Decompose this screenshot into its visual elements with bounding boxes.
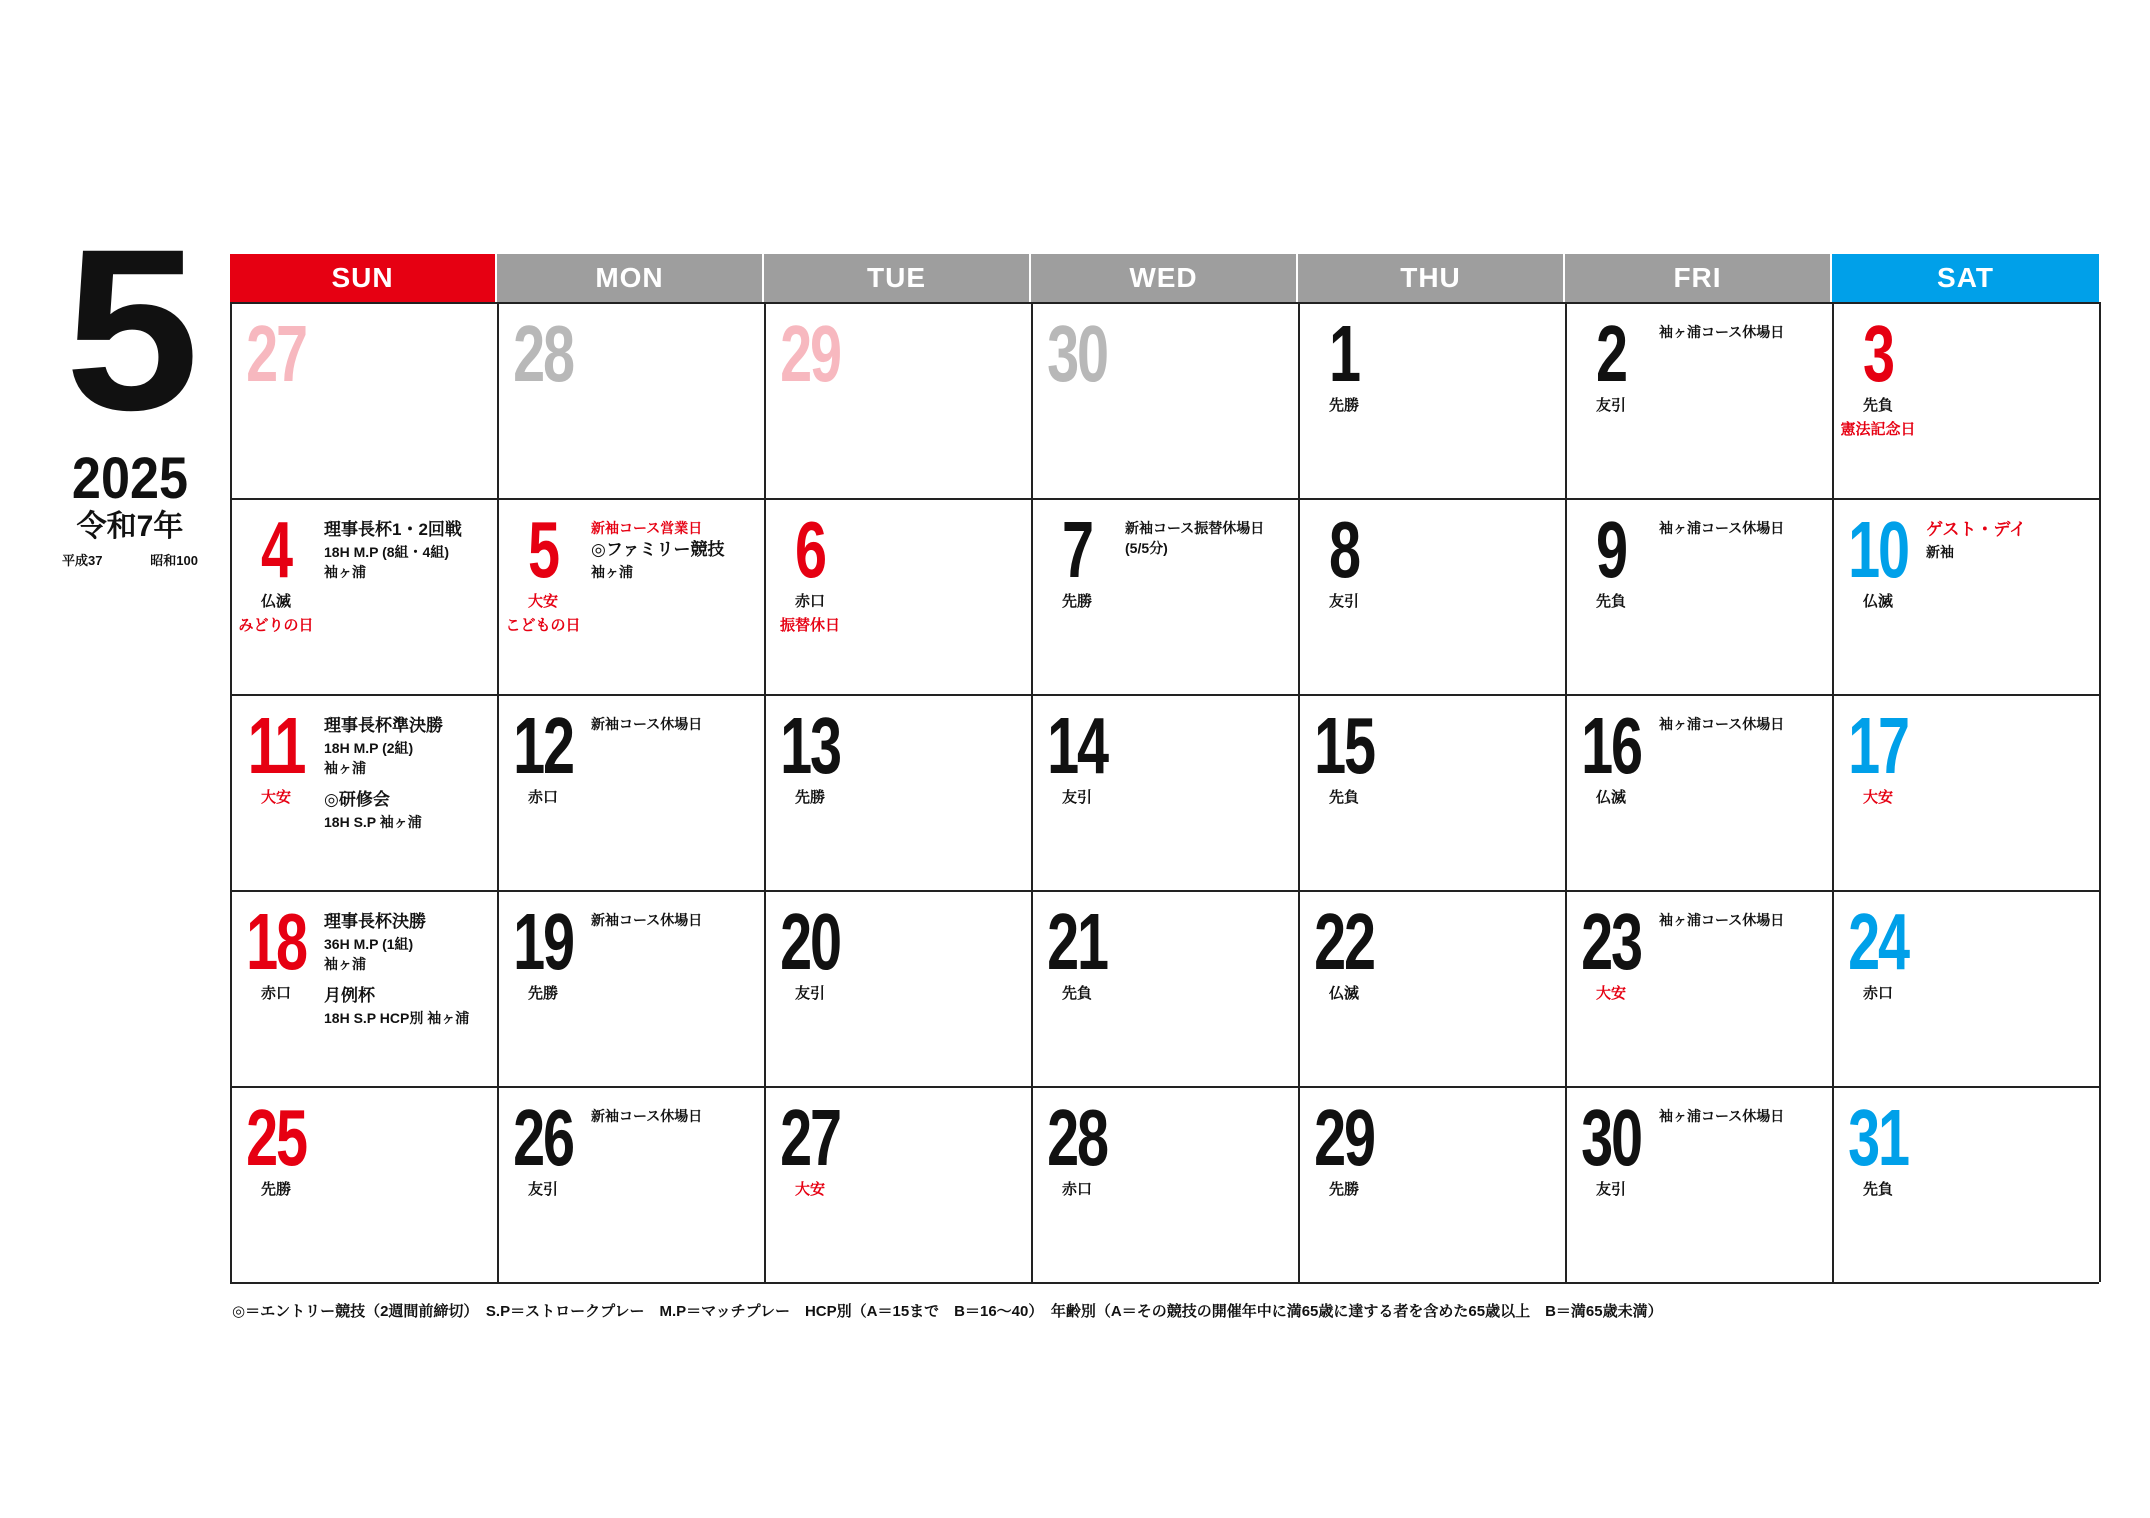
- event-list: [1926, 518, 2095, 562]
- day-cell[interactable]: [1300, 498, 1567, 694]
- rokuyo-label: 仏滅: [1595, 789, 1626, 806]
- day-cell[interactable]: [1300, 890, 1567, 1086]
- event-text: 理事長杯決勝: [324, 912, 426, 931]
- event-text: 新袖: [1926, 544, 1954, 560]
- day-cell[interactable]: [1033, 302, 1300, 498]
- rokuyo-label: 友引: [1595, 1181, 1626, 1198]
- event-text: 袖ヶ浦コース休場日: [1659, 716, 1785, 732]
- day-number: 4: [261, 505, 291, 594]
- day-number: 9: [1596, 505, 1626, 594]
- day-number: 1: [1329, 309, 1359, 398]
- day-cell[interactable]: [499, 1086, 766, 1282]
- day-number: 29: [780, 309, 840, 398]
- holiday-label: こどもの日: [505, 617, 581, 634]
- day-number: 17: [1848, 701, 1908, 790]
- weekday-header-wed: WED: [1031, 254, 1298, 302]
- weekday-header-sun: SUN: [230, 254, 497, 302]
- rokuyo-label: 仏滅: [1862, 593, 1893, 610]
- rokuyo-label: 友引: [527, 1181, 558, 1198]
- weekday-header-thu: THU: [1298, 254, 1565, 302]
- event-list: [591, 1106, 760, 1126]
- event-text: 袖ヶ浦: [324, 564, 366, 580]
- day-cell[interactable]: [1834, 1086, 2101, 1282]
- day-cell[interactable]: [1834, 890, 2101, 1086]
- month-number: 5: [64, 201, 196, 458]
- event-text: 袖ヶ浦: [591, 564, 633, 580]
- rokuyo-label: 赤口: [260, 985, 291, 1002]
- rokuyo-label: 赤口: [527, 789, 558, 806]
- rokuyo-label: 先勝: [260, 1181, 291, 1198]
- day-number: 20: [780, 897, 840, 986]
- rokuyo-label: 先勝: [1328, 397, 1359, 414]
- day-cell[interactable]: [766, 694, 1033, 890]
- rokuyo-label: 先負: [1328, 789, 1359, 806]
- event-text: 理事長杯準決勝: [324, 716, 443, 735]
- month-header: [60, 201, 200, 569]
- event-text: 18H M.P (8組・4組): [324, 544, 449, 560]
- rokuyo-label: 先負: [1061, 985, 1092, 1002]
- day-cell[interactable]: [1567, 890, 1834, 1086]
- event-list: [591, 714, 760, 734]
- day-number: 28: [1047, 1093, 1107, 1182]
- rokuyo-label: 大安: [1595, 985, 1626, 1002]
- day-cell[interactable]: [499, 498, 766, 694]
- day-number: 2: [1596, 309, 1626, 398]
- event-list: [324, 518, 493, 582]
- rokuyo-label: 友引: [794, 985, 825, 1002]
- rokuyo-label: 先負: [1862, 1181, 1893, 1198]
- weekday-header-tue: TUE: [764, 254, 1031, 302]
- rokuyo-label: 友引: [1595, 397, 1626, 414]
- day-cell[interactable]: [766, 302, 1033, 498]
- day-cell[interactable]: [1300, 1086, 1567, 1282]
- day-number: 31: [1848, 1093, 1908, 1182]
- day-cell[interactable]: [499, 890, 766, 1086]
- day-cell[interactable]: [1033, 498, 1300, 694]
- day-number: 3: [1863, 309, 1893, 398]
- day-number: 25: [246, 1093, 306, 1182]
- rokuyo-label: 赤口: [794, 593, 825, 610]
- event-list: [1125, 518, 1294, 558]
- old-era-labels: [60, 550, 200, 569]
- holiday-label: みどりの日: [238, 617, 314, 634]
- day-number: 30: [1581, 1093, 1641, 1182]
- rokuyo-label: 友引: [1328, 593, 1359, 610]
- day-number: 19: [513, 897, 573, 986]
- weekday-header-sat: SAT: [1832, 254, 2099, 302]
- day-cell[interactable]: [1834, 302, 2101, 498]
- day-cell[interactable]: [1033, 890, 1300, 1086]
- day-number: 27: [246, 309, 306, 398]
- rokuyo-label: 先負: [1595, 593, 1626, 610]
- day-number: 26: [513, 1093, 573, 1182]
- day-number: 24: [1848, 897, 1908, 986]
- event-list: [1659, 518, 1828, 538]
- event-text: ゲスト・デイ: [1926, 520, 2027, 539]
- day-cell[interactable]: [232, 1086, 499, 1282]
- day-cell[interactable]: [1567, 302, 1834, 498]
- day-number: 13: [780, 701, 840, 790]
- event-list: [1659, 322, 1828, 342]
- event-text: 18H S.P 袖ヶ浦: [324, 814, 422, 830]
- day-number: 8: [1329, 505, 1359, 594]
- day-number: 27: [780, 1093, 840, 1182]
- day-number: 15: [1314, 701, 1374, 790]
- event-text: 新袖コース休場日: [591, 912, 703, 928]
- day-cell[interactable]: [499, 694, 766, 890]
- era-label: 令和7年: [76, 510, 184, 543]
- rokuyo-label: 赤口: [1862, 985, 1893, 1002]
- day-cell[interactable]: [232, 694, 499, 890]
- rokuyo-label: 先勝: [794, 789, 825, 806]
- calendar-grid: [230, 302, 2099, 1284]
- day-number: 30: [1047, 309, 1107, 398]
- weekday-header-row: [230, 254, 2099, 302]
- day-number: 21: [1047, 897, 1107, 986]
- day-number: 23: [1581, 897, 1641, 986]
- heisei-label: 平成37: [62, 553, 103, 568]
- day-cell[interactable]: [499, 302, 766, 498]
- calendar: [230, 254, 2099, 1284]
- day-cell[interactable]: [1567, 498, 1834, 694]
- day-number: 12: [513, 701, 573, 790]
- day-number: 28: [513, 309, 573, 398]
- rokuyo-label: 先負: [1862, 397, 1893, 414]
- rokuyo-label: 先勝: [1061, 593, 1092, 610]
- rokuyo-label: 赤口: [1061, 1181, 1092, 1198]
- event-text: 袖ヶ浦: [324, 956, 366, 972]
- day-cell[interactable]: [1834, 498, 2101, 694]
- holiday-label: 憲法記念日: [1840, 421, 1916, 438]
- weekday-header-fri: FRI: [1565, 254, 1832, 302]
- event-text: 袖ヶ浦コース休場日: [1659, 1108, 1785, 1124]
- rokuyo-label: 先勝: [1328, 1181, 1359, 1198]
- rokuyo-label: 仏滅: [1328, 985, 1359, 1002]
- day-cell[interactable]: [766, 498, 1033, 694]
- event-list: [591, 518, 760, 582]
- holiday-label: 振替休日: [779, 617, 840, 634]
- rokuyo-label: 大安: [794, 1181, 825, 1198]
- rokuyo-label: 友引: [1061, 789, 1092, 806]
- event-text: 月例杯: [324, 986, 375, 1005]
- legend-footnote: ◎＝エントリー競技（2週間前締切） S.P＝ストロークプレー M.P＝マッチプレー HCP別（A＝15まで B＝16〜40） 年齢別（A＝その競技の開催年中に満65歳に達する者を含めた65歳以上 B＝満65歳未満）: [232, 1303, 1663, 1320]
- event-list: [591, 910, 760, 930]
- day-cell[interactable]: [1300, 694, 1567, 890]
- weekday-header-mon: MON: [497, 254, 764, 302]
- event-text: 新袖コース振替休場日: [1125, 520, 1265, 536]
- day-cell[interactable]: [232, 302, 499, 498]
- event-text: 18H M.P (2組): [324, 740, 414, 756]
- day-number: 14: [1047, 701, 1107, 790]
- day-number: 29: [1314, 1093, 1374, 1182]
- day-number: 10: [1848, 505, 1908, 594]
- event-text: (5/5分): [1125, 540, 1168, 556]
- event-list: [324, 714, 493, 832]
- event-text: 袖ヶ浦コース休場日: [1659, 324, 1785, 340]
- day-number: 18: [246, 897, 306, 986]
- rokuyo-label: 大安: [527, 593, 558, 610]
- event-list: [1659, 910, 1828, 930]
- event-text: 袖ヶ浦: [324, 760, 366, 776]
- day-number: 22: [1314, 897, 1374, 986]
- event-text: 新袖コース休場日: [591, 1108, 703, 1124]
- day-cell[interactable]: [766, 890, 1033, 1086]
- event-text: ◎ファミリー競技: [591, 540, 725, 559]
- event-text: ◎研修会: [324, 790, 390, 809]
- event-list: [1659, 1106, 1828, 1126]
- day-number: 11: [247, 701, 305, 790]
- year-label: 2025: [71, 446, 189, 511]
- day-cell[interactable]: [1033, 694, 1300, 890]
- event-list: [1659, 714, 1828, 734]
- event-text: 袖ヶ浦コース休場日: [1659, 520, 1785, 536]
- day-cell[interactable]: [1834, 694, 2101, 890]
- event-text: 18H S.P HCP別 袖ヶ浦: [324, 1010, 470, 1026]
- event-text: 36H M.P (1組): [324, 936, 414, 952]
- day-cell[interactable]: [232, 498, 499, 694]
- showa-label: 昭和100: [150, 553, 198, 568]
- day-cell[interactable]: [1567, 1086, 1834, 1282]
- day-cell[interactable]: [232, 890, 499, 1086]
- rokuyo-label: 大安: [1862, 789, 1893, 806]
- event-text: 新袖コース営業日: [591, 520, 703, 536]
- day-cell[interactable]: [766, 1086, 1033, 1282]
- day-cell[interactable]: [1033, 1086, 1300, 1282]
- day-number: 6: [795, 505, 825, 594]
- day-cell[interactable]: [1300, 302, 1567, 498]
- event-list: [324, 910, 493, 1028]
- rokuyo-label: 大安: [260, 789, 291, 806]
- event-text: 袖ヶ浦コース休場日: [1659, 912, 1785, 928]
- event-text: 理事長杯1・2回戦: [324, 520, 462, 539]
- day-number: 16: [1581, 701, 1641, 790]
- event-text: 新袖コース休場日: [591, 716, 703, 732]
- rokuyo-label: 先勝: [527, 985, 558, 1002]
- day-number: 7: [1062, 505, 1092, 594]
- day-cell[interactable]: [1567, 694, 1834, 890]
- day-number: 5: [528, 505, 558, 594]
- rokuyo-label: 仏滅: [260, 593, 291, 610]
